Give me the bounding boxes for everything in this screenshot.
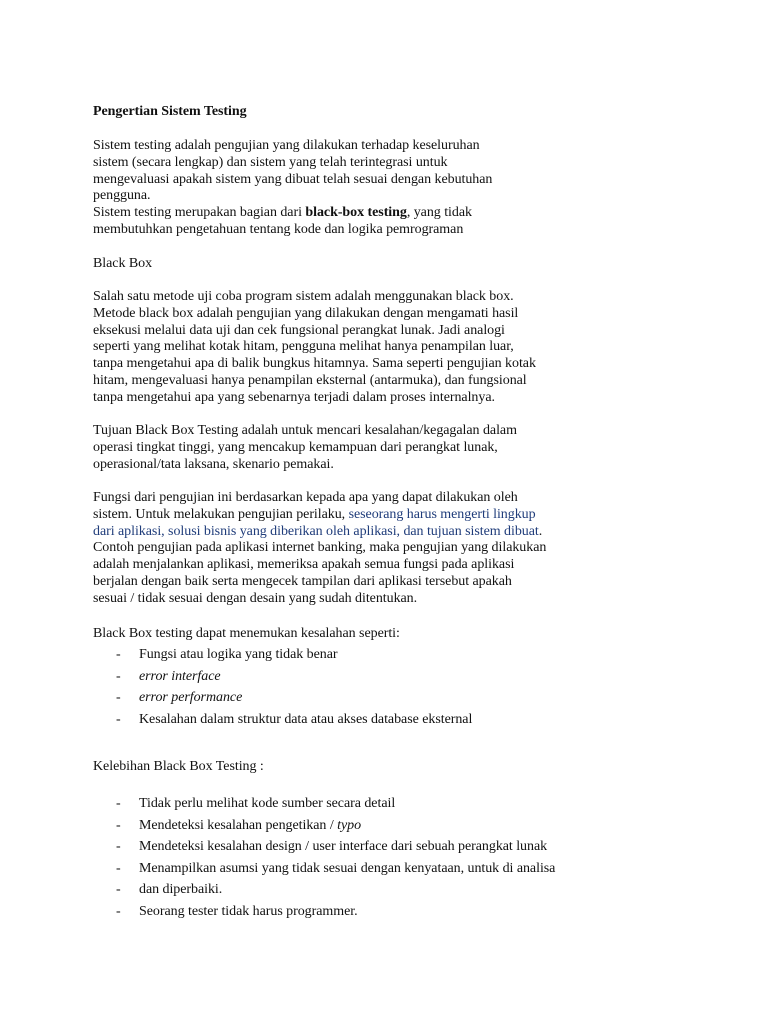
text-line: tanpa mengetahui apa yang sebenarnya terjadi dalam proses internalnya. [93,389,495,405]
text-line [93,524,546,541]
goal-paragraph [93,423,517,473]
list-item [93,815,613,837]
text-line: Contoh pengujian pada aplikasi internet banking, maka pengujian yang dilakukan [93,540,547,556]
text-line: mengevaluasi apakah sistem yang dibuat telah sesuai dengan kebutuhan [93,171,493,187]
text-line: operasional/tata laksana, skenario pemakai. [93,456,334,472]
text-fragment: Mendeteksi kesalahan pengetikan / [139,817,338,833]
method-paragraph [93,289,536,407]
text-line: sesuai / tidak sesuai dengan desain yang sudah ditentukan. [93,590,418,606]
dash-bullet: - [116,882,121,897]
text-line: berjalan dengan baik serta mengecek tampilan dari aplikasi tersebut apakah [93,573,512,589]
list-item-text [139,815,361,837]
text-line: pengguna. [93,188,151,204]
list-item [93,901,613,923]
list-item-text: error performance [139,690,243,705]
list-item-text: Menampilkan asumsi yang tidak sesuai dengan kenyataan, untuk di analisa [139,860,556,876]
list-item-text: dan diperbaiki. [139,882,223,897]
errors-intro: Black Box testing dapat menemukan kesalahan seperti: [93,626,400,641]
section-heading-black-box: Black Box [93,256,153,271]
text-fragment: , yang tidak [406,205,472,221]
text-line: tanpa mengetahui apa di balik bungkus hitamnya. Sama seperti pengujian kotak [93,356,536,372]
text-line [93,507,546,524]
text-fragment: . [538,523,543,539]
list-item [93,687,613,709]
text-fragment: Sistem testing merupakan bagian dari [93,205,306,221]
advantages-list [93,793,613,922]
dash-bullet: - [116,711,121,727]
text-line: Tujuan Black Box Testing adalah untuk mencari kesalahan/kegagalan dalam [93,423,517,438]
list-item [93,666,613,688]
list-item-text: Fungsi atau logika yang tidak benar [139,647,338,662]
scope-link-text: dari aplikasi, solusi bisnis yang diberikan oleh aplikasi, dan tujuan sistem dibuat [93,523,539,539]
list-item [93,709,613,731]
text-line: operasi tingkat tinggi, yang mencakup kemampuan dari perangkat lunak, [93,439,498,455]
text-line [93,205,492,222]
dash-bullet: - [116,668,121,684]
text-line: seperti yang melihat kotak hitam, pengguna melihat hanya penampilan luar, [93,339,514,355]
advantages-heading: Kelebihan Black Box Testing : [93,759,264,774]
text-line: Salah satu metode uji coba program sistem adalah menggunakan black box. [93,289,514,304]
list-item [93,793,613,815]
text-fragment: sistem. Untuk melakukan pengujian perilaku, [93,506,349,522]
dash-bullet: - [116,817,121,833]
text-line: adalah menjalankan aplikasi, memeriksa apakah semua fungsi pada aplikasi [93,557,515,573]
text-line: sistem (secara lengkap) dan sistem yang telah terintegrasi untuk [93,154,448,170]
scope-link-text: seseorang harus mengerti lingkup [348,506,536,522]
text-line: Sistem testing adalah pengujian yang dilakukan terhadap keseluruhan [93,138,480,153]
text-line: membutuhkan pengetahuan tentang kode dan logika pemrograman [93,221,464,237]
black-box-testing-term: black-box testing [305,205,407,221]
list-item [93,644,613,666]
list-item-text: Tidak perlu melihat kode sumber secara detail [139,796,396,811]
dash-bullet: - [116,690,121,705]
dash-bullet: - [116,860,121,876]
dash-bullet: - [116,796,121,811]
text-line: Metode black box adalah pengujian yang dilakukan dengan mengamati hasil [93,305,519,321]
list-item [93,836,613,858]
errors-list [93,644,613,730]
dash-bullet: - [116,647,121,662]
dash-bullet: - [116,903,121,919]
text-line: hitam, mengevaluasi hanya penampilan eksternal (antarmuka), dan fungsional [93,372,527,388]
list-item-text: error interface [139,668,221,684]
list-item [93,879,613,901]
list-item [93,858,613,880]
list-item-text: Mendeteksi kesalahan design / user interface dari sebuah perangkat lunak [139,839,548,854]
page-title: Pengertian Sistem Testing [93,104,247,119]
list-item-text: Kesalahan dalam struktur data atau akses database eksternal [139,711,473,727]
dash-bullet: - [116,839,121,854]
typo-term: typo [337,817,362,833]
intro-paragraph [93,138,492,239]
text-line: Fungsi dari pengujian ini berdasarkan kepada apa yang dapat dilakukan oleh [93,490,518,505]
text-line: eksekusi melalui data uji dan cek fungsional perangkat lunak. Jadi analogi [93,322,505,338]
list-item-text: Seorang tester tidak harus programmer. [139,903,358,919]
function-paragraph [93,490,546,608]
